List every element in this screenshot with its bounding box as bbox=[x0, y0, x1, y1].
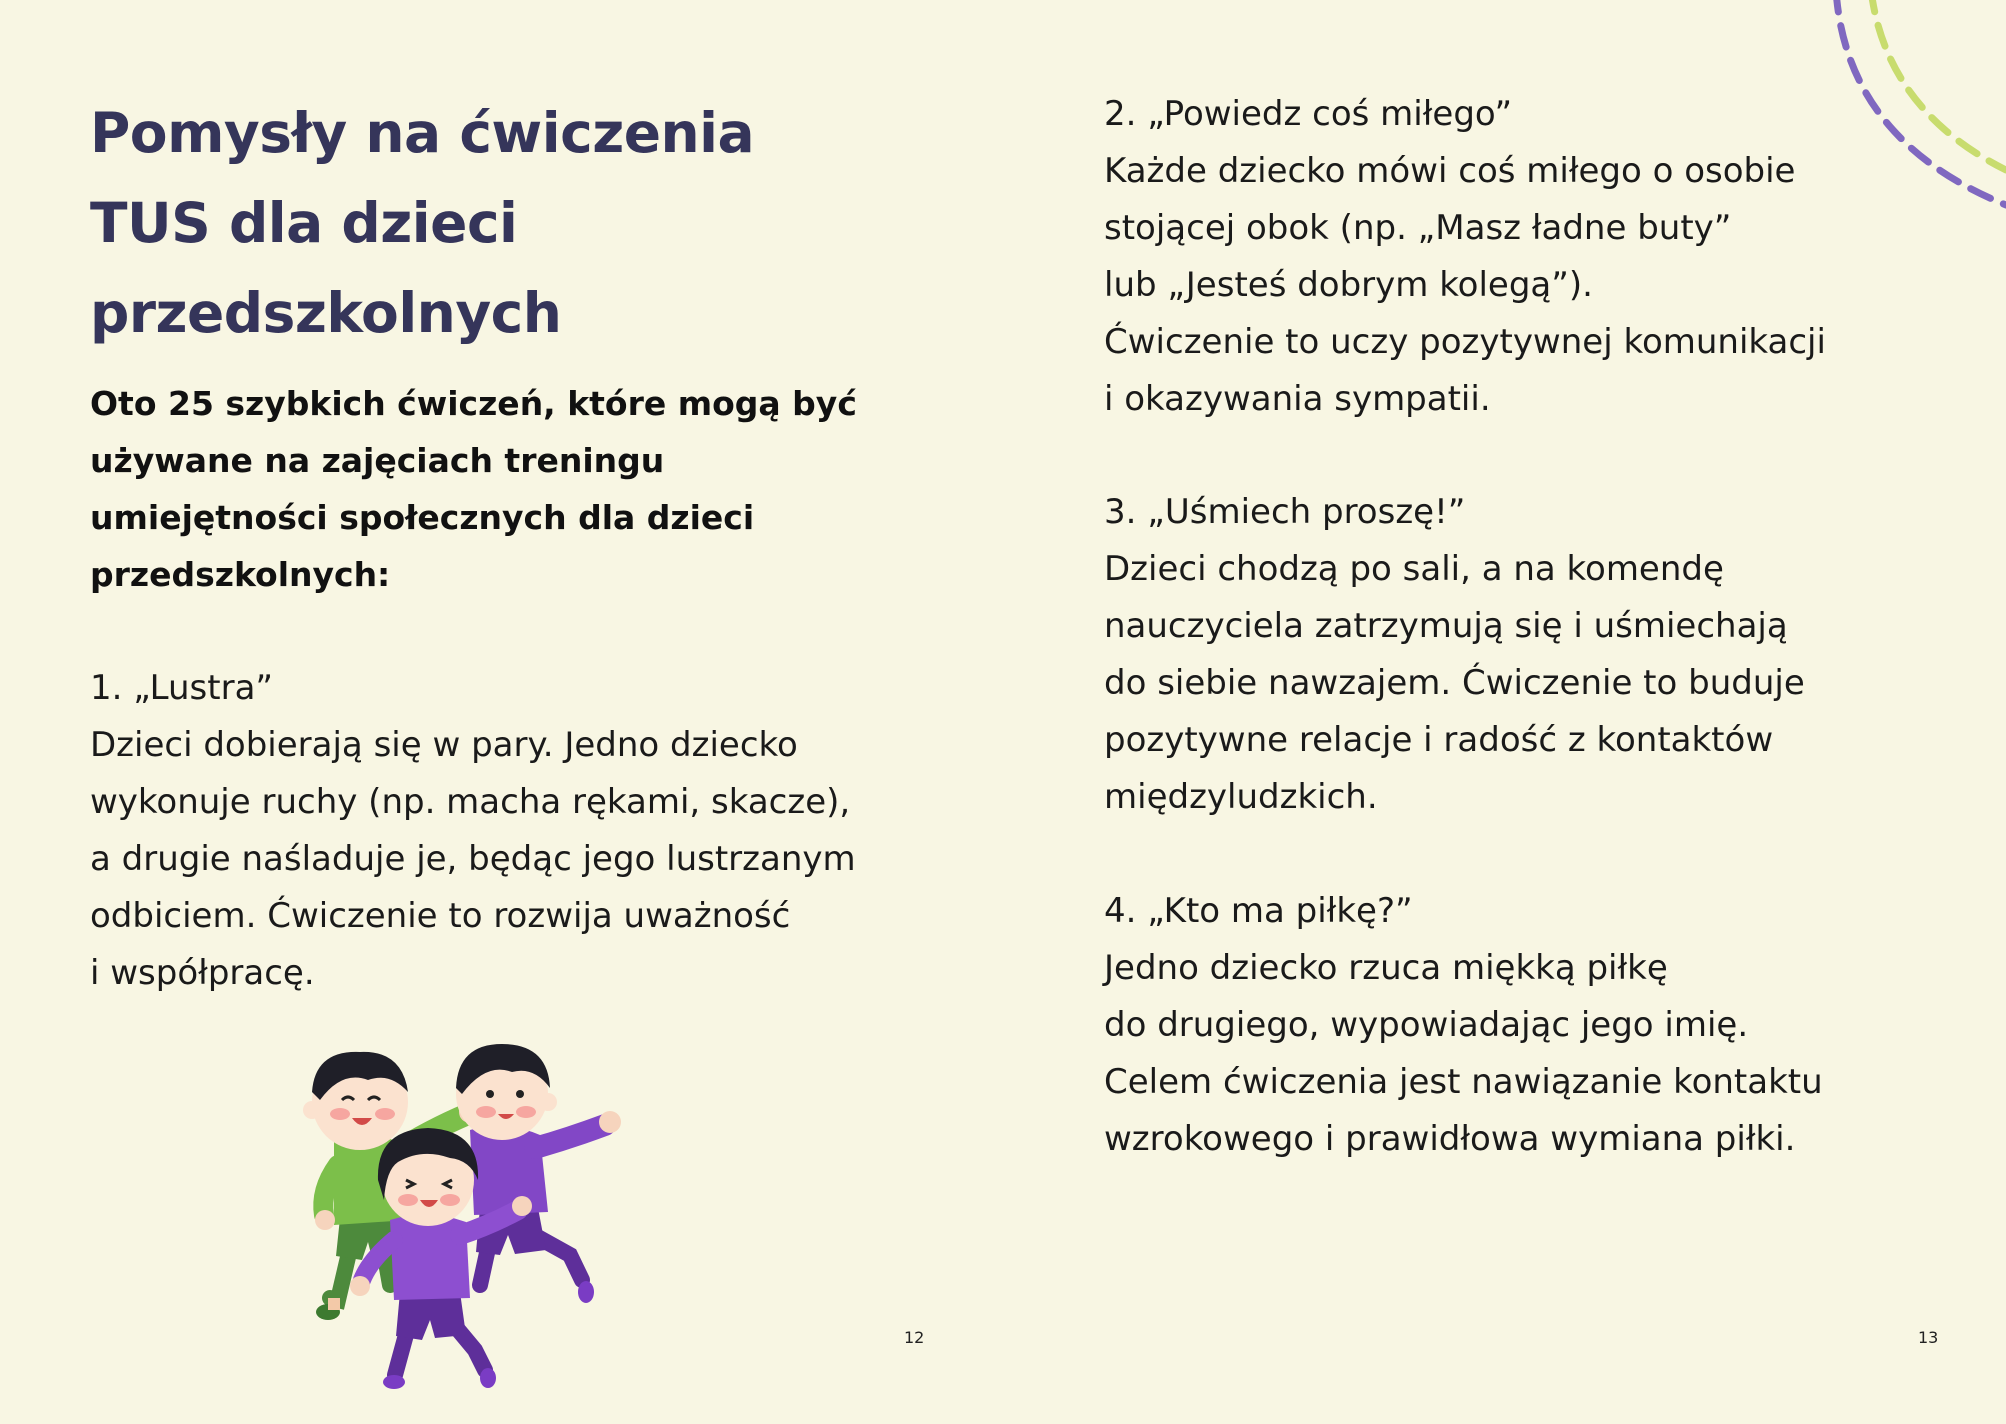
exercise-heading: 4. „Kto ma piłkę?” bbox=[1104, 891, 1413, 931]
intro-line: używane na zajęciach treningu bbox=[90, 441, 665, 480]
exercise-4 bbox=[1104, 883, 1823, 1168]
exercise-1 bbox=[90, 660, 856, 1002]
exercise-text-line: do drugiego, wypowiadając jego imię. bbox=[1104, 1005, 1749, 1045]
intro-paragraph bbox=[90, 375, 910, 603]
exercise-text-line: i okazywania sympatii. bbox=[1104, 379, 1491, 419]
exercise-heading: 3. „Uśmiech proszę!” bbox=[1104, 492, 1466, 532]
boy-purple-figure bbox=[456, 1044, 621, 1303]
decorative-dashed-arcs bbox=[1826, 0, 2006, 240]
exercise-text-line: lub „Jesteś dobrym kolegą”). bbox=[1104, 265, 1593, 305]
title-line: przedszkolnych bbox=[90, 281, 562, 345]
title-line: TUS dla dzieci bbox=[90, 191, 518, 255]
exercise-text-line: Celem ćwiczenia jest nawiązanie kontaktu bbox=[1104, 1062, 1823, 1102]
exercise-text-line: wzrokowego i prawidłowa wymiana piłki. bbox=[1104, 1119, 1796, 1159]
exercise-text-line: nauczyciela zatrzymują się i uśmiechają bbox=[1104, 606, 1788, 646]
page-title bbox=[90, 88, 810, 358]
exercise-text-line: międzyludzkich. bbox=[1104, 777, 1378, 817]
children-running-illustration bbox=[290, 1030, 710, 1395]
exercise-3 bbox=[1104, 484, 1805, 826]
intro-line: przedszkolnych: bbox=[90, 555, 391, 594]
exercise-2 bbox=[1104, 86, 1826, 428]
exercise-text-line: stojącej obok (np. „Masz ładne buty” bbox=[1104, 208, 1732, 248]
exercise-text-line: a drugie naśladuje je, będąc jego lustrzanym bbox=[90, 839, 856, 879]
exercise-text-line: wykonuje ruchy (np. macha rękami, skacze), bbox=[90, 782, 851, 822]
exercise-text-line: odbiciem. Ćwiczenie to rozwija uważność bbox=[90, 896, 791, 936]
exercise-text-line: do siebie nawzajem. Ćwiczenie to buduje bbox=[1104, 663, 1805, 703]
exercise-text-line: Dzieci dobierają się w pary. Jedno dziecko bbox=[90, 725, 798, 765]
exercise-heading: 2. „Powiedz coś miłego” bbox=[1104, 94, 1513, 134]
exercise-text-line: Ćwiczenie to uczy pozytywnej komunikacji bbox=[1104, 322, 1826, 362]
page-number: 13 bbox=[1918, 1328, 1939, 1347]
exercise-text-line: Dzieci chodzą po sali, a na komendę bbox=[1104, 549, 1724, 589]
title-line: Pomysły na ćwiczenia bbox=[90, 101, 755, 165]
page-number: 12 bbox=[904, 1328, 925, 1347]
exercise-text-line: i współpracę. bbox=[90, 953, 315, 993]
intro-line: umiejętności społecznych dla dzieci bbox=[90, 498, 755, 537]
exercise-text-line: Każde dziecko mówi coś miłego o osobie bbox=[1104, 151, 1796, 191]
intro-line: Oto 25 szybkich ćwiczeń, które mogą być bbox=[90, 384, 857, 423]
exercise-heading: 1. „Lustra” bbox=[90, 668, 274, 708]
exercise-text-line: Jedno dziecko rzuca miękką piłkę bbox=[1104, 948, 1668, 988]
exercise-text-line: pozytywne relacje i radość z kontaktów bbox=[1104, 720, 1774, 760]
